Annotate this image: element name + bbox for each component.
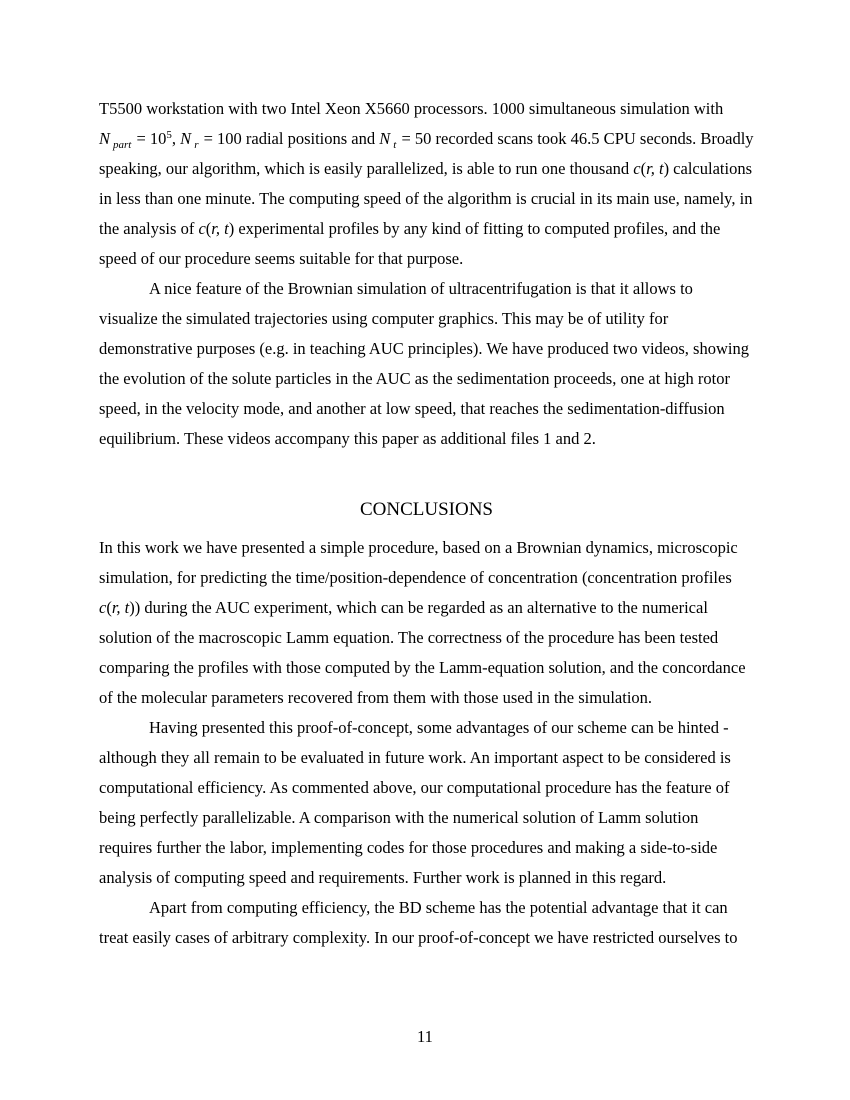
text-run: t	[393, 139, 397, 151]
text-run: r, t	[211, 219, 229, 238]
text-run: = 100 radial positions and	[199, 129, 380, 148]
text-run: A nice feature of the Brownian simulation of ultracentrifugation is that it allows to visualize the simulated trajectories using computer graphics. This may be of utility for demonstrative purposes (e.g. in teaching AUC principles). We have produced two videos, showing the evolution of the solute particles in the AUC as the sedimentation proceeds, one at high rotor speed, in the velocity mode, and another at low speed, that reaches the sedimentation-diffusion equilibrium. These videos accompany this paper as additional files 1 and 2.	[99, 279, 749, 448]
text-run: c	[633, 159, 641, 178]
text-run: Having presented this proof-of-concept, some advantages of our scheme can be hinted - although they all remain to be evaluated in future work. An important aspect to be considered is computational efficiency. As commented above, our computational procedure has the feature of being perfectly parallelizable. A comparison with the numerical solution of Lamm solution requires further the labor, implementing codes for those procedures and making a side-to-side analysis of computing speed and requirements. Further work is planned in this regard.	[99, 718, 731, 887]
text-run: ,	[171, 129, 181, 148]
text-run: = 50 recorded scans took 46.5 CPU seconds. Broadly speaking, our algorithm, which is easily parallelized, is able to run one thousand	[99, 129, 754, 178]
text-run: T5500 workstation with two Intel Xeon X5660 processors. 1000 simultaneous simulation with	[99, 99, 724, 118]
text-run: part	[113, 139, 132, 151]
page-number: 11	[417, 1027, 433, 1046]
text-run: = 10	[132, 129, 167, 148]
text-run: (	[106, 598, 112, 617]
body-paragraph	[99, 274, 754, 454]
body-paragraph	[99, 533, 754, 713]
text-run: c	[99, 598, 107, 617]
text-run: ) experimental profiles by any kind of fitting to computed profiles, and the speed of our procedure seems suitable for that purpose.	[99, 219, 721, 268]
text-run: In this work we have presented a simple procedure, based on a Brownian dynamics, microscopic simulation, for predicting the time/position-dependence of concentration (concentration profiles	[99, 538, 738, 587]
text-run: (	[640, 159, 647, 178]
page-content	[99, 94, 754, 953]
text-run: ) calculations in less than one minute. The computing speed of the algorithm is crucial in its main use, namely, in the analysis of	[99, 159, 753, 238]
text-run: r, t	[111, 598, 130, 617]
text-run: c	[198, 219, 206, 238]
text-run: r	[194, 139, 199, 151]
body-paragraph	[99, 893, 754, 953]
text-run: Apart from computing efficiency, the BD scheme has the potential advantage that it can treat easily cases of arbitrary complexity. In our proof-of-concept we have restricted ourselves to	[99, 898, 738, 947]
body-paragraph	[99, 94, 754, 274]
text-run: N	[180, 129, 192, 148]
text-run: 5	[166, 129, 172, 141]
text-run: )) during the AUC experiment, which can be regarded as an alternative to the numerical solution of the macroscopic Lamm equation. The correctness of the procedure has been tested comparing the profiles with those computed by the Lamm-equation solution, and the concordance of the molecular parameters recovered from them with those used in the simulation.	[99, 598, 746, 707]
text-run: N	[379, 129, 391, 148]
section-heading-conclusions: CONCLUSIONS	[359, 499, 494, 520]
body-paragraph	[99, 713, 754, 893]
text-run: r, t	[646, 159, 664, 178]
text-run: (	[205, 219, 212, 238]
text-run: N	[99, 129, 111, 148]
